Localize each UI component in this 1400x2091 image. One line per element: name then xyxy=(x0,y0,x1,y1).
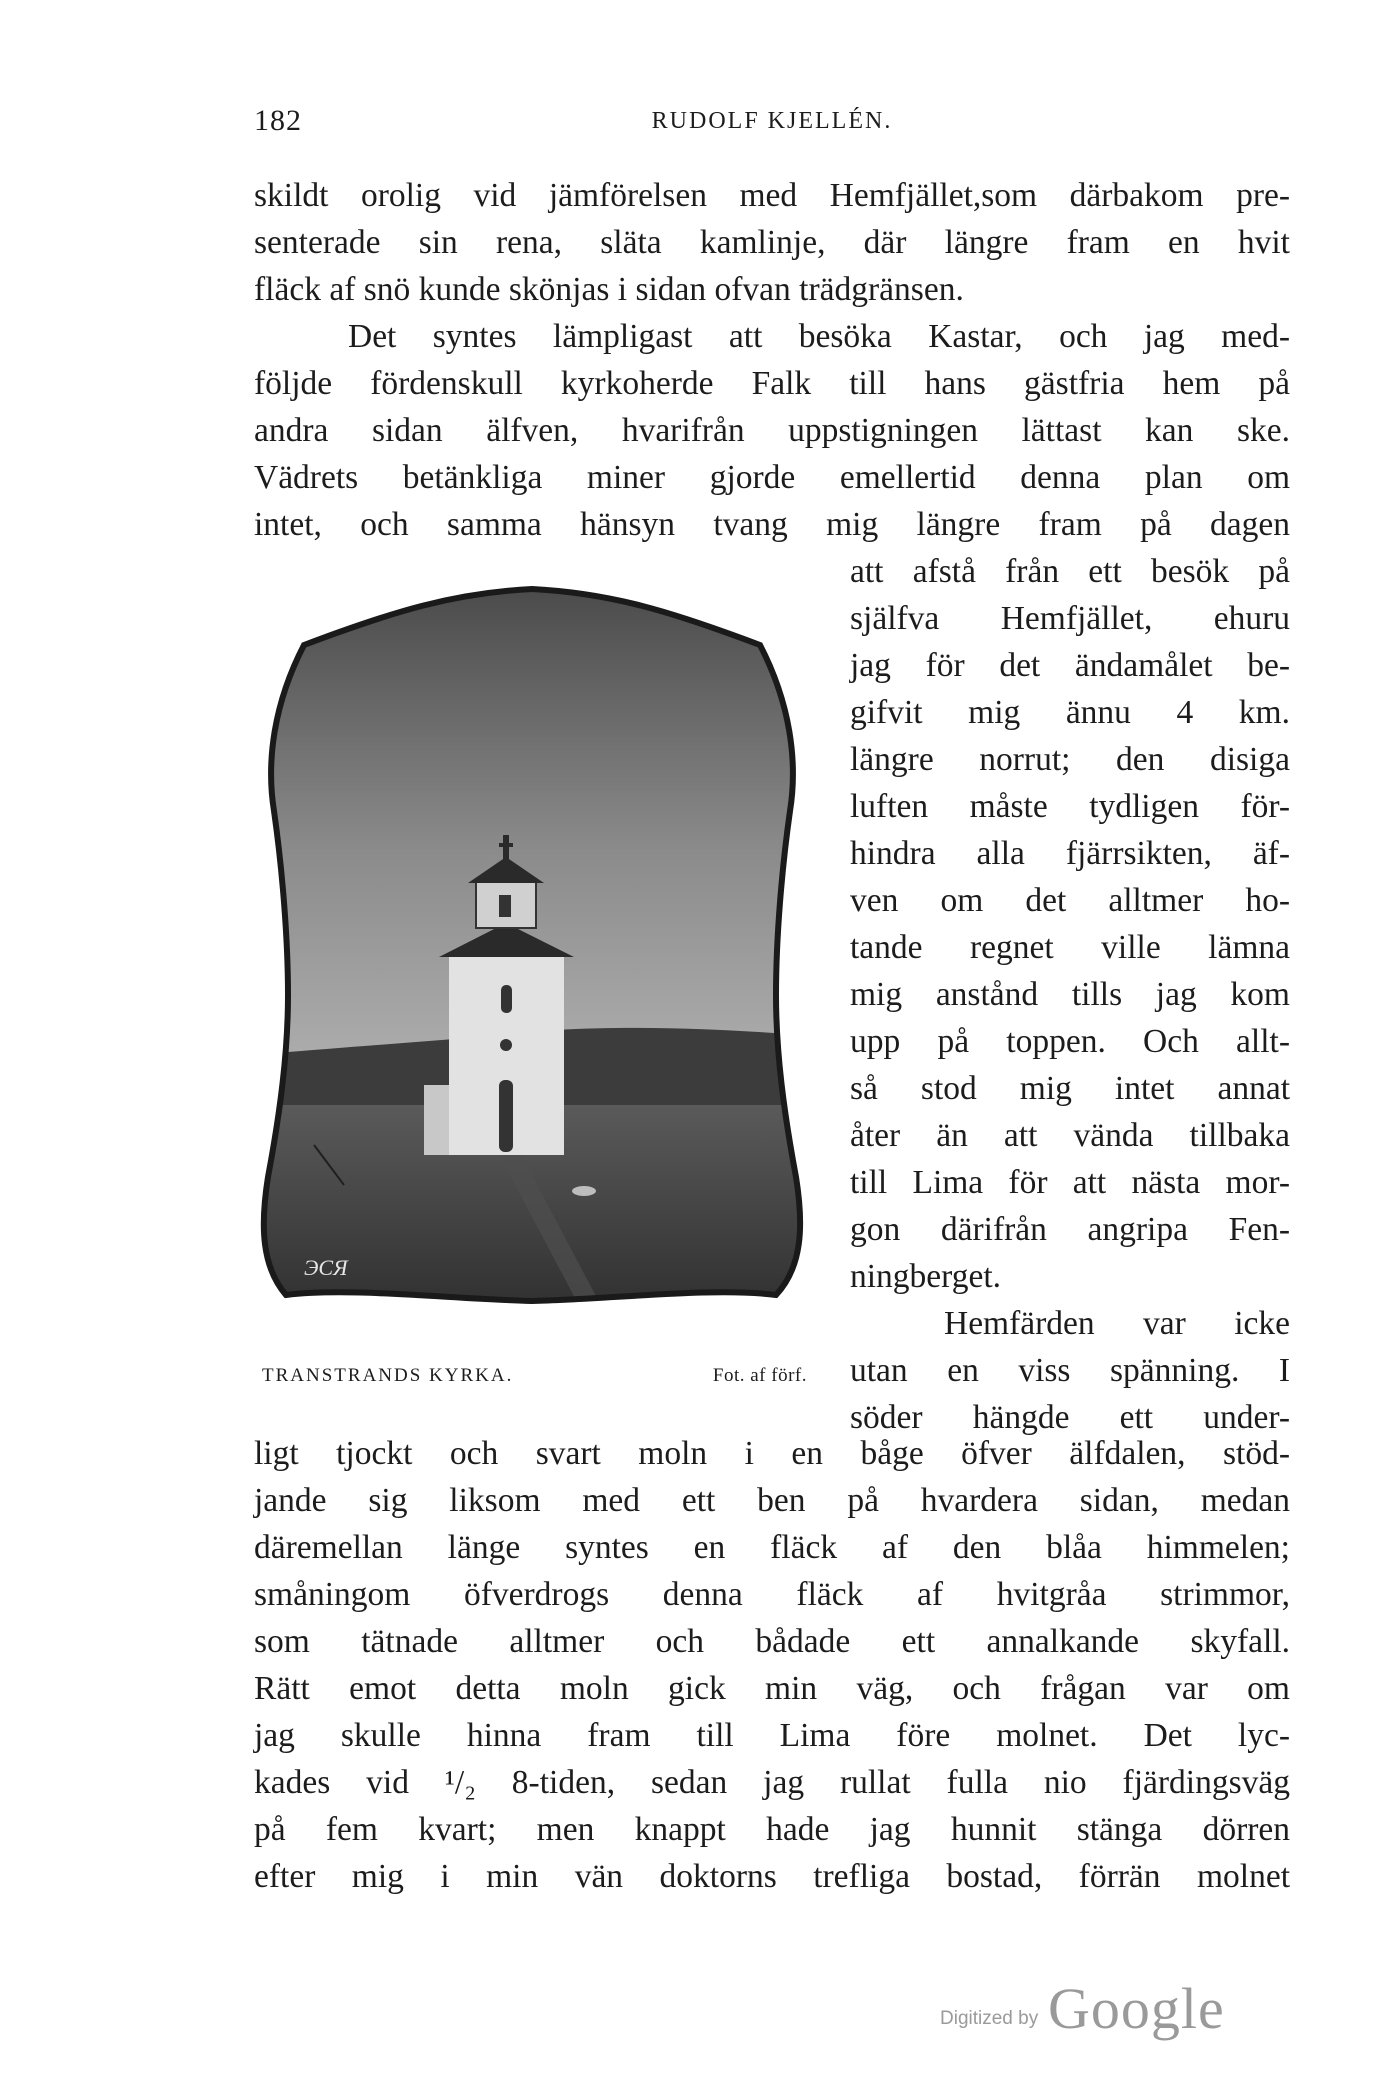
body-text-top xyxy=(254,172,1290,548)
photographer-signature: ЭСЯ xyxy=(304,1255,348,1280)
text-line: söder hängde ett under- xyxy=(850,1399,1290,1436)
page-header xyxy=(254,104,1290,140)
body-text-bottom xyxy=(254,1430,1290,1900)
text-line: så stod mig intet annat xyxy=(850,1070,1290,1107)
text-line: jande sig liksom med ett ben på hvardera sidan, medan xyxy=(254,1482,1290,1519)
caption-credit: Fot. af förf. xyxy=(712,1365,807,1386)
text-line: luften måste tydligen för- xyxy=(850,788,1290,825)
text-line: på fem kvart; men knappt hade jag hunnit stänga dörren xyxy=(254,1811,1290,1848)
text-line: till Lima för att nästa mor- xyxy=(850,1164,1290,1201)
church-photograph xyxy=(254,585,810,1330)
text-line: Hemfärden var icke xyxy=(944,1305,1290,1342)
text-line: som tätnade alltmer och bådade ett annalkande skyfall. xyxy=(254,1623,1290,1660)
text-line: följde fördenskull kyrkoherde Falk till hans gästfria hem på xyxy=(254,365,1290,402)
text-line: senterade sin rena, släta kamlinje, där längre fram en hvit xyxy=(254,224,1290,261)
text-line: efter mig i min vän doktorns trefliga bostad, förrän molnet xyxy=(254,1858,1290,1895)
text-line: Rätt emot detta moln gick min väg, och frågan var om xyxy=(254,1670,1290,1707)
text-line: ligt tjockt och svart moln i en båge öfver älfdalen, stöd- xyxy=(254,1435,1290,1472)
text-line: Det syntes lämpligast att besöka Kastar, och jag med- xyxy=(348,318,1290,355)
text-line: intet, och samma hänsyn tvang mig längre fram på dagen xyxy=(254,506,1290,543)
text-line: gon därifrån angripa Fen- xyxy=(850,1211,1290,1248)
text-line: kades vid ¹/₂ 8-tiden, sedan jag rullat fulla nio fjärdingsväg xyxy=(254,1764,1290,1801)
text-line: däremellan länge syntes en fläck af den blåa himmelen; xyxy=(254,1529,1290,1566)
google-logo: Google xyxy=(1048,1976,1225,2041)
body-text-wrap xyxy=(850,548,1290,1441)
google-watermark xyxy=(940,1975,1300,2045)
caption-title: TRANSTRANDS KYRKA. xyxy=(262,1365,514,1386)
text-line: längre norrut; den disiga xyxy=(850,741,1290,778)
figure-caption xyxy=(262,1365,807,1395)
text-line: Vädrets betänkliga miner gjorde emellertid denna plan om xyxy=(254,459,1290,496)
text-line: utan en viss spänning. I xyxy=(850,1352,1290,1389)
text-line: att afstå från ett besök på xyxy=(850,553,1290,590)
text-line: upp på toppen. Och allt- xyxy=(850,1023,1290,1060)
text-line: andra sidan älfven, hvarifrån uppstigningen lättast kan ske. xyxy=(254,412,1290,449)
text-line: åter än att vända tillbaka xyxy=(850,1117,1290,1154)
text-line: småningom öfverdrogs denna fläck af hvitgråa strimmor, xyxy=(254,1576,1290,1613)
text-line: gifvit mig ännu 4 km. xyxy=(850,694,1290,731)
text-line: fläck af snö kunde skönjas i sidan ofvan trädgränsen. xyxy=(254,271,964,308)
text-line: skildt orolig vid jämförelsen med Hemfjället,som därbakom pre- xyxy=(254,177,1290,214)
text-line: jag skulle hinna fram till Lima före molnet. Det lyc- xyxy=(254,1717,1290,1754)
text-line: ningberget. xyxy=(850,1258,1002,1295)
text-line: själfva Hemfjället, ehuru xyxy=(850,600,1290,637)
text-line: hindra alla fjärrsikten, äf- xyxy=(850,835,1290,872)
page-number: 182 xyxy=(254,104,302,137)
text-line: mig anstånd tills jag kom xyxy=(850,976,1290,1013)
text-line: ven om det alltmer ho- xyxy=(850,882,1290,919)
watermark-small-text: Digitized by xyxy=(940,2008,1039,2029)
text-line: tande regnet ville lämna xyxy=(850,929,1290,966)
text-line: jag för det ändamålet be- xyxy=(850,647,1290,684)
running-head: RUDOLF KJELLÉN. xyxy=(651,108,893,134)
